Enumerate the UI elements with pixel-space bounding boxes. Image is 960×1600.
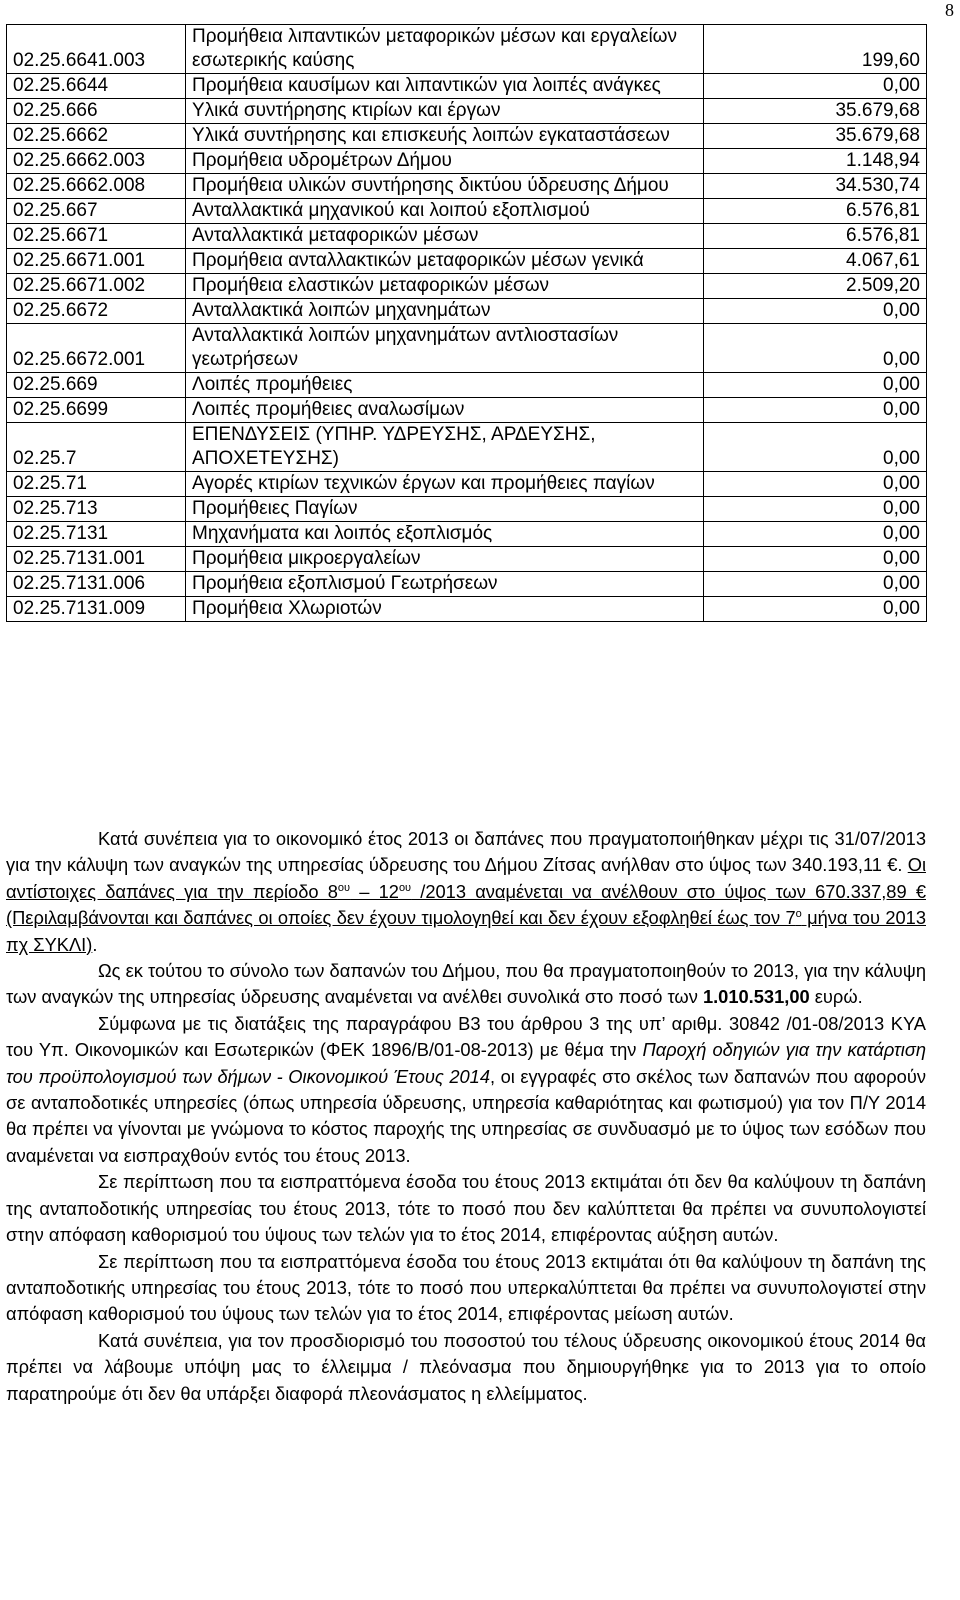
table-row (7, 373, 927, 398)
account-code-cell: 02.25.6644 (7, 74, 186, 99)
table-row (7, 224, 927, 249)
amount-cell: 4.067,61 (704, 249, 927, 274)
amount-cell: 0,00 (704, 373, 927, 398)
account-code-cell: 02.25.7 (7, 423, 186, 472)
account-code-cell: 02.25.6662.003 (7, 149, 186, 174)
italic-title: Παροχή οδηγιών για την κατάρτιση του προϋπολογισμού των δήμων - Οικονομικού Έτους 2014 (6, 1039, 926, 1087)
amount-cell: 0,00 (704, 74, 927, 99)
account-code-cell: 02.25.6672.001 (7, 324, 186, 373)
amount-cell: 0,00 (704, 547, 927, 572)
account-code-cell: 02.25.669 (7, 373, 186, 398)
account-code-cell: 02.25.7131.001 (7, 547, 186, 572)
description-cell: Ανταλλακτικά μηχανικού και λοιπού εξοπλισμού (186, 199, 704, 224)
account-code-cell: 02.25.7131.009 (7, 597, 186, 622)
text-span: Οι αντίστοιχες δαπάνες για την περίοδο 8 (6, 854, 926, 902)
amount-cell: 199,60 (704, 25, 927, 74)
account-code-cell: 02.25.6699 (7, 398, 186, 423)
amount-cell: 6.576,81 (704, 224, 927, 249)
paragraph-conclusion: Κατά συνέπεια, για τον προσδιορισμό του ποσοστού του τέλους ύδρευσης οικονομικού έτους 2014 θα πρέπει να λάβουμε υπόψη μας το έλλειμμα / πλεόνασμα που δημιουργήθηκε για το 2013 για το οποίο παρατηρούμε ότι δεν θα υπάρξει διαφορά πλεονάσματος η ελλείμματος. (6, 1329, 926, 1404)
account-code-cell: 02.25.6671.002 (7, 274, 186, 299)
table-row (7, 547, 927, 572)
amount-cell: 0,00 (704, 572, 927, 597)
description-cell: Προμήθειες Παγίων (186, 497, 704, 522)
paragraph-deficit-case: Σε περίπτωση που τα εισπραττόμενα έσοδα του έτους 2013 εκτιμάται ότι δεν θα καλύψουν τη δαπάνη της ανταποδοτικής υπηρεσίας του έτους 2013, τότε το ποσό που δεν καλύπτεται θα πρέπει να συνυπολογιστεί στην απόφαση καθορισμού του ύψους των τελών για το έτος 2014, επιφέροντας αύξηση αυτών. (6, 1171, 926, 1246)
account-code-cell: 02.25.6662 (7, 124, 186, 149)
text-span: – 12 (350, 880, 399, 902)
paragraph-legal-basis (6, 1011, 926, 1169)
text-span: . (92, 933, 98, 955)
account-code-cell: 02.25.7131 (7, 522, 186, 547)
description-cell: Αγορές κτιρίων τεχνικών έργων και προμήθειες παγίων (186, 472, 704, 497)
description-cell: Λοιπές προμήθειες (186, 373, 704, 398)
superscript: ου (398, 881, 412, 894)
table-row (7, 522, 927, 547)
table-row (7, 124, 927, 149)
text-span: ευρώ. (809, 986, 863, 1008)
description-cell: Προμήθεια ελαστικών μεταφορικών μέσων (186, 274, 704, 299)
amount-cell: 0,00 (704, 497, 927, 522)
amount-cell: 2.509,20 (704, 274, 927, 299)
amount-cell: 0,00 (704, 324, 927, 373)
table-row (7, 149, 927, 174)
account-code-cell: 02.25.6641.003 (7, 25, 186, 74)
description-cell: Προμήθεια ανταλλακτικών μεταφορικών μέσων γενικά (186, 249, 704, 274)
text-span: , οι εγγραφές στο σκέλος των δαπανών που αφορούν σε ανταποδοτικές υπηρεσίες (όπως υπηρεσία ύδρευσης, υπηρεσία καθαριότητας και φωτισμού) για τον Π/Υ 2014 θα πρέπει να γίνονται με γνώμονα το κόστος παροχής της υπηρεσίας σε συνδυασμό με το ύψος των εσόδων που αναμένεται να εισπραχθούν εντός του έτους 2013. (6, 1065, 926, 1166)
description-cell: Προμήθεια Χλωριοτών (186, 597, 704, 622)
description-cell: Υλικά συντήρησης κτιρίων και έργων (186, 99, 704, 124)
description-cell: Ανταλλακτικά λοιπών μηχανημάτων αντλιοστασίων γεωτρήσεων (186, 324, 704, 373)
table-row (7, 597, 927, 622)
superscript: ου (337, 881, 351, 894)
text-span: /2013 αναμένεται να ανέλθουν στο ύψος των 670.337,89 € (Περιλαμβάνονται και δαπάνες οι οποίες δεν έχουν τιμολογηθεί και δεν έχουν εξοφληθεί έως τον 7 (6, 880, 926, 929)
table-row (7, 74, 927, 99)
total-amount: 1.010.531,00 (702, 986, 810, 1008)
description-cell: Ανταλλακτικά λοιπών μηχανημάτων (186, 299, 704, 324)
amount-cell: 0,00 (704, 472, 927, 497)
description-cell: Λοιπές προμήθειες αναλωσίμων (186, 398, 704, 423)
amount-cell: 0,00 (704, 398, 927, 423)
amount-cell: 35.679,68 (704, 99, 927, 124)
text-span: Ως εκ τούτου το σύνολο των δαπανών του Δήμου, που θα πραγματοποιηθούν το 2013, για την κάλυψη των αναγκών της υπηρεσίας ύδρευσης αναμένεται να ανέλθει συνολικά στο ποσό των (6, 960, 926, 1008)
description-cell: Μηχανήματα και λοιπός εξοπλισμός (186, 522, 704, 547)
text-span: μήνα του 2013 πχ ΣΥΚΛΙ) (6, 907, 926, 955)
account-code-cell: 02.25.713 (7, 497, 186, 522)
account-code-cell: 02.25.6672 (7, 299, 186, 324)
description-cell: Ανταλλακτικά μεταφορικών μέσων (186, 224, 704, 249)
account-code-cell: 02.25.71 (7, 472, 186, 497)
superscript: ο (795, 908, 802, 921)
account-code-cell: 02.25.7131.006 (7, 572, 186, 597)
amount-cell: 0,00 (704, 423, 927, 472)
description-cell: Προμήθεια λιπαντικών μεταφορικών μέσων και εργαλείων εσωτερικής καύσης (186, 25, 704, 74)
amount-cell: 0,00 (704, 522, 927, 547)
account-code-cell: 02.25.6671 (7, 224, 186, 249)
table-row (7, 299, 927, 324)
description-cell: ΕΠΕΝΔΥΣΕΙΣ (ΥΠΗΡ. ΥΔΡΕΥΣΗΣ, ΑΡΔΕΥΣΗΣ, ΑΠΟΧΕΤΕΥΣΗΣ) (186, 423, 704, 472)
account-code-cell: 02.25.6662.008 (7, 174, 186, 199)
budget-table (6, 24, 927, 622)
budget-table-body (7, 25, 927, 622)
description-cell: Προμήθεια υδρομέτρων Δήμου (186, 149, 704, 174)
table-row (7, 572, 927, 597)
amount-cell: 6.576,81 (704, 199, 927, 224)
description-cell: Προμήθεια καυσίμων και λιπαντικών για λοιπές ανάγκες (186, 74, 704, 99)
account-code-cell: 02.25.666 (7, 99, 186, 124)
table-row (7, 398, 927, 423)
table-row (7, 99, 927, 124)
table-row (7, 199, 927, 224)
description-cell: Προμήθεια εξοπλισμού Γεωτρήσεων (186, 572, 704, 597)
table-row (7, 423, 927, 472)
table-row (7, 274, 927, 299)
description-cell: Προμήθεια υλικών συντήρησης δικτύου ύδρευσης Δήμου (186, 174, 704, 199)
paragraph-total (6, 958, 926, 1011)
table-row (7, 25, 927, 74)
table-row (7, 174, 927, 199)
paragraph-surplus-case: Σε περίπτωση που τα εισπραττόμενα έσοδα του έτους 2013 εκτιμάται ότι θα καλύψουν τη δαπάνη της ανταποδοτικής υπηρεσίας του έτους 2013, τότε το ποσό που υπερκαλύπτεται θα πρέπει να συνυπολογιστεί στην απόφαση καθορισμού του ύψους των τελών για το έτος 2014, επιφέροντας μείωση αυτών. (6, 1250, 926, 1325)
table-row (7, 497, 927, 522)
amount-cell: 0,00 (704, 299, 927, 324)
document-body (6, 826, 926, 1407)
amount-cell: 34.530,74 (704, 174, 927, 199)
page-number: 8 (945, 0, 954, 20)
description-cell: Προμήθεια μικροεργαλείων (186, 547, 704, 572)
account-code-cell: 02.25.667 (7, 199, 186, 224)
description-cell: Υλικά συντήρησης και επισκευής λοιπών εγκαταστάσεων (186, 124, 704, 149)
table-row (7, 472, 927, 497)
text-span: Σύμφωνα με τις διατάξεις της παραγράφου Β3 του άρθρου 3 της υπ’ αριθμ. 30842 /01-08/2013 ΚΥΑ του Υπ. Οικονομικών και Εσωτερικών (ΦΕΚ 1896/Β/01-08-2013) με θέμα την (6, 1012, 926, 1061)
amount-cell: 0,00 (704, 597, 927, 622)
paragraph-expenses-2013 (6, 826, 926, 958)
text-span: Κατά συνέπεια για το οικονομικό έτος 2013 οι δαπάνες που πραγματοποιήθηκαν μέχρι τις 31/07/2013 για την κάλυψη των αναγκών της υπηρεσίας ύδρευσης του Δήμου Ζίτσας ανήλθαν στο ύψος των 340.193,11 €. (6, 828, 926, 876)
table-row (7, 324, 927, 373)
amount-cell: 35.679,68 (704, 124, 927, 149)
table-row (7, 249, 927, 274)
amount-cell: 1.148,94 (704, 149, 927, 174)
account-code-cell: 02.25.6671.001 (7, 249, 186, 274)
